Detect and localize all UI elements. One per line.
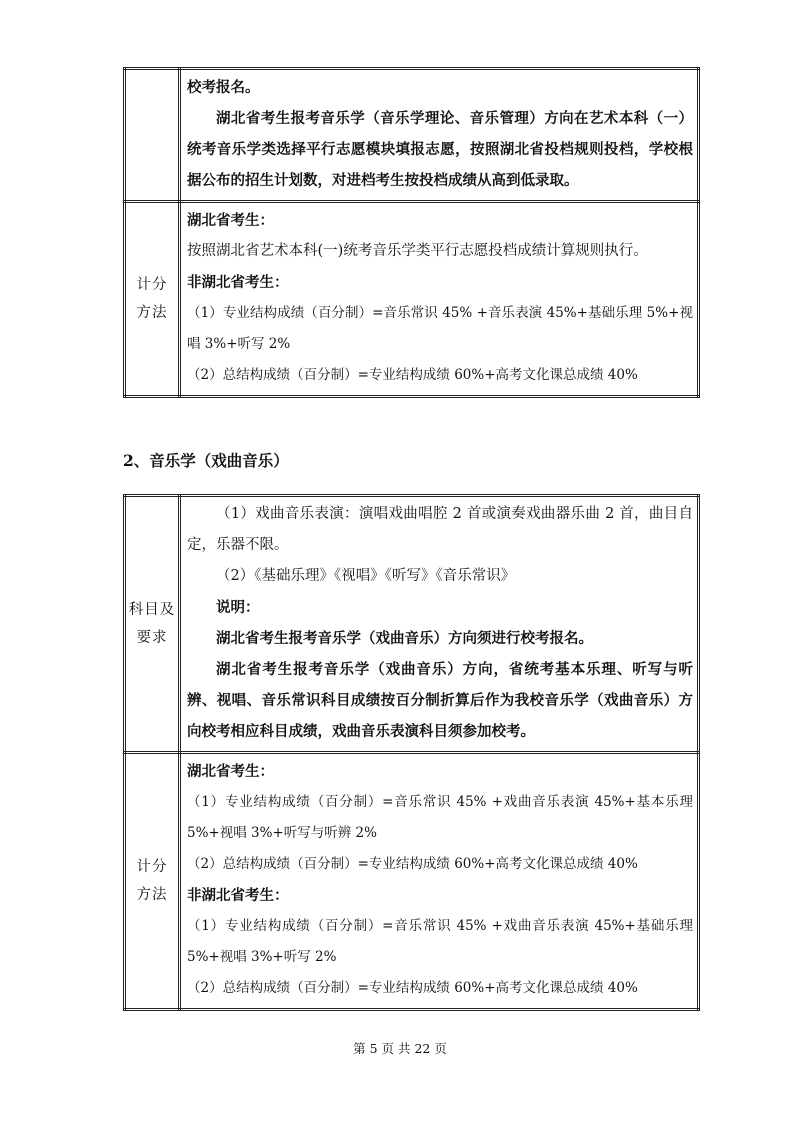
scoring-cell [180, 202, 699, 397]
non-hubei-title: 非湖北省考生： [187, 887, 289, 904]
label-line: 计分 [136, 277, 168, 293]
subjects-cell [180, 496, 699, 753]
scoring-table-opera-music [123, 494, 700, 1011]
non-hubei-title: 非湖北省考生： [187, 274, 289, 291]
formula-item: （1）专业结构成绩（百分制）=音乐常识 45% +音乐表演 45%+基础乐理 5%+视唱 3%+听写 2% [187, 305, 693, 352]
formula-item: （2）总结构成绩（百分制）=专业结构成绩 60%+高考文化课总成绩 40% [187, 367, 638, 383]
row-label-empty [125, 69, 180, 202]
registration-cell [180, 69, 699, 202]
hubei-text: 按照湖北省艺术本科(一)统考音乐学类平行志愿投档成绩计算规则执行。 [187, 243, 648, 259]
hubei-title: 湖北省考生： [187, 212, 274, 229]
label-line: 科目及 [128, 602, 176, 618]
label-line: 方法 [136, 305, 168, 321]
page-footer: 第 5 页 共 22 页 [353, 1041, 447, 1056]
label-line: 方法 [136, 887, 168, 903]
label-line: 要求 [136, 630, 168, 646]
table-row [125, 753, 699, 1010]
formula-item: （1）专业结构成绩（百分制）=音乐常识 45% +戏曲音乐表演 45%+基础乐理 5%+视唱 3%+听写 2% [187, 918, 693, 965]
paragraph: 湖北省考生报考音乐学（音乐学理论、音乐管理）方向在艺术本科（一）统考音乐学类选择平行志愿模块填报志愿，按照湖北省投档规则投档，学校根据公布的招生计划数，对进档考生按投档成绩从高到低录取。 [187, 110, 693, 189]
note-text: 湖北省考生报考音乐学（戏曲音乐）方向须进行校考报名。 [216, 630, 593, 647]
formula-item: （2）总结构成绩（百分制）=专业结构成绩 60%+高考文化课总成绩 40% [187, 980, 638, 996]
paragraph: 校考报名。 [187, 79, 260, 96]
subject-item: （1）戏曲音乐表演：演唱戏曲唱腔 2 首或演奏戏曲器乐曲 2 首，曲目自定，乐器不限。 [187, 506, 693, 553]
table-row [125, 202, 699, 397]
row-label-subjects [125, 496, 180, 753]
note-text: 湖北省考生报考音乐学（戏曲音乐）方向，省统考基本乐理、听写与听辨、视唱、音乐常识科目成绩按百分制折算后作为我校音乐学（戏曲音乐）方向校考相应科目成绩，戏曲音乐表演科目须参加校考。 [187, 661, 693, 740]
formula-item: （1）专业结构成绩（百分制）=音乐常识 45% +戏曲音乐表演 45%+基本乐理 5%+视唱 3%+听写与听辨 2% [187, 794, 693, 841]
note-title: 说明： [216, 599, 260, 616]
subject-item: （2）《基础乐理》《视唱》《听写》《音乐常识》 [216, 568, 516, 584]
table-row [125, 496, 699, 753]
table-row [125, 69, 699, 202]
scoring-cell [180, 753, 699, 1010]
section-heading: 2、音乐学（戏曲音乐） [123, 451, 289, 470]
scoring-table-music-theory [123, 67, 700, 398]
row-label-scoring [125, 753, 180, 1010]
hubei-title: 湖北省考生： [187, 763, 274, 780]
row-label-scoring [125, 202, 180, 397]
label-line: 计分 [136, 859, 168, 875]
formula-item: （2）总结构成绩（百分制）=专业结构成绩 60%+高考文化课总成绩 40% [187, 856, 638, 872]
